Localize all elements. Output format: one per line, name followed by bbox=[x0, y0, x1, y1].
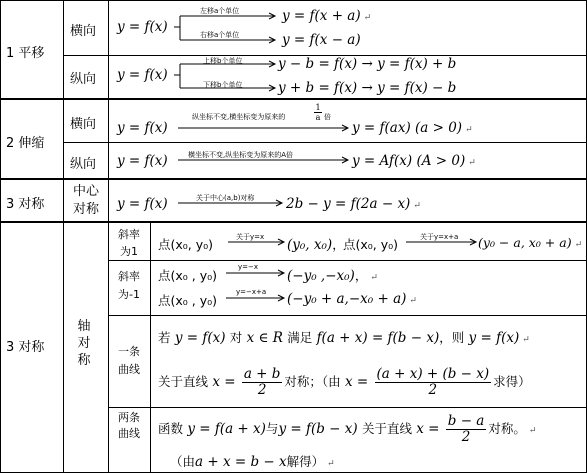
formula-result: (y₀, x₀)， bbox=[287, 237, 345, 253]
formula-result: (y₀ − a, x₀ + a) ↵ bbox=[478, 235, 583, 250]
divider bbox=[108, 407, 587, 408]
divider bbox=[150, 222, 151, 473]
formula-point: 点(x₀ , y₀) bbox=[158, 268, 217, 283]
formula-rhs: y − b = f(x) → y = f(x) + b bbox=[278, 56, 457, 72]
formula-lhs: y = f(x) bbox=[117, 153, 168, 169]
formula-lhs: y = f(x) bbox=[117, 67, 168, 83]
arrow-label: 右移a个单位 bbox=[200, 31, 240, 39]
label-slope-1: 斜率为1 bbox=[118, 228, 140, 258]
divider bbox=[63, 142, 587, 143]
divider bbox=[0, 98, 587, 100]
divider bbox=[108, 260, 587, 261]
sub-label-vertical: 纵向 bbox=[70, 157, 97, 172]
arrow-label: 左移a个单位 bbox=[200, 7, 240, 15]
formula-rhs: y + b = f(x) → y = f(x) − b bbox=[278, 80, 457, 96]
arrow-label: 上移b个单位 bbox=[203, 57, 243, 65]
formula-lhs: y = f(x) bbox=[117, 196, 168, 212]
section-label-center-symmetry: 3 对称 bbox=[6, 197, 45, 212]
sub-label-horizontal: 横向 bbox=[70, 24, 97, 39]
formula-result: (−y₀ ,−x₀)， ↵ bbox=[287, 268, 378, 284]
label-two-curves: 两条曲线 bbox=[118, 411, 140, 440]
divider bbox=[0, 221, 587, 223]
border-top bbox=[0, 0, 587, 1]
arrow-label: 纵坐标不变,横坐标变为原来的 bbox=[192, 113, 286, 121]
arrow-label: y=−x bbox=[238, 263, 259, 271]
two-curves-line2: （由a + x = b − x解得） ↵ bbox=[170, 454, 335, 470]
formula-rhs: y = f(x + a) ↵ bbox=[282, 8, 372, 24]
label-one-curve: 一条曲线 bbox=[118, 345, 140, 376]
arrow-label-end: 倍 bbox=[324, 113, 331, 121]
two-curves-line1: 函数 y = f(a + x)与y = f(b − x) 关于直线 x = $\frac{b - a}{2}$ 对称。 ↵ bbox=[158, 413, 537, 445]
fraction: 1 a bbox=[315, 103, 321, 122]
formula-point: 点(x₀ , y₀) bbox=[158, 293, 217, 308]
section-label-stretch: 2 伸缩 bbox=[6, 136, 45, 151]
sub-label-axis-symmetry: 轴对称 bbox=[77, 319, 91, 368]
divider bbox=[63, 0, 64, 222]
formula-result: (−y₀ + a,−x₀ + a) ↵ bbox=[287, 291, 417, 307]
divider bbox=[0, 178, 587, 180]
arrow-label: 关于y=x+a bbox=[420, 233, 459, 241]
arrow-label: 横坐标不变,纵坐标变为原来的A倍 bbox=[188, 151, 294, 159]
formula-rhs: 2b − y = f(2a − x) ↵ bbox=[286, 196, 421, 212]
sub-label-vertical: 纵向 bbox=[70, 72, 97, 87]
arrow-label: 下移b个单位 bbox=[203, 81, 243, 89]
one-curve-line2: 关于直线 x = $\frac{a + b}{2}$ 对称；（由 x = $\frac{(a + x) + (b - x)}{2}$ 求得） bbox=[158, 366, 531, 398]
formula-rhs: y = f(x − a) bbox=[282, 32, 361, 48]
slope1-line: 点(x₀, y₀) bbox=[158, 237, 214, 252]
formula-lhs: y = f(x) bbox=[117, 120, 168, 136]
formula-lhs: y = f(x) bbox=[117, 19, 168, 35]
arrow-label: y=−x+a bbox=[236, 288, 267, 296]
sub-label-horizontal: 横向 bbox=[70, 117, 97, 132]
one-curve-line1: 若 y = f(x) 对 x ∈ R 满足 f(a + x) = f(b − x)，则 y = f(x) ↵ bbox=[158, 330, 530, 346]
formula-rhs: y = f(ax) (a > 0) ↵ bbox=[352, 120, 473, 136]
divider bbox=[108, 0, 109, 473]
arrow-label: 关于中心(a,b)对称 bbox=[196, 194, 255, 202]
long-arrow bbox=[178, 120, 350, 134]
divider bbox=[63, 222, 64, 473]
border-left bbox=[0, 0, 1, 473]
formula-point: 点(x₀, y₀) bbox=[343, 237, 399, 252]
sub-label-center-symmetry: 中心对称 bbox=[72, 184, 99, 217]
arrow-label: 关于y=x bbox=[236, 233, 265, 241]
label-slope-neg1: 斜率为-1 bbox=[118, 270, 140, 301]
section-label-axis-symmetry: 3 对称 bbox=[6, 340, 45, 355]
formula-rhs: y = Af(x) (A > 0) ↵ bbox=[352, 153, 476, 169]
divider bbox=[108, 315, 587, 316]
section-label-translation: 1 平移 bbox=[6, 46, 45, 61]
